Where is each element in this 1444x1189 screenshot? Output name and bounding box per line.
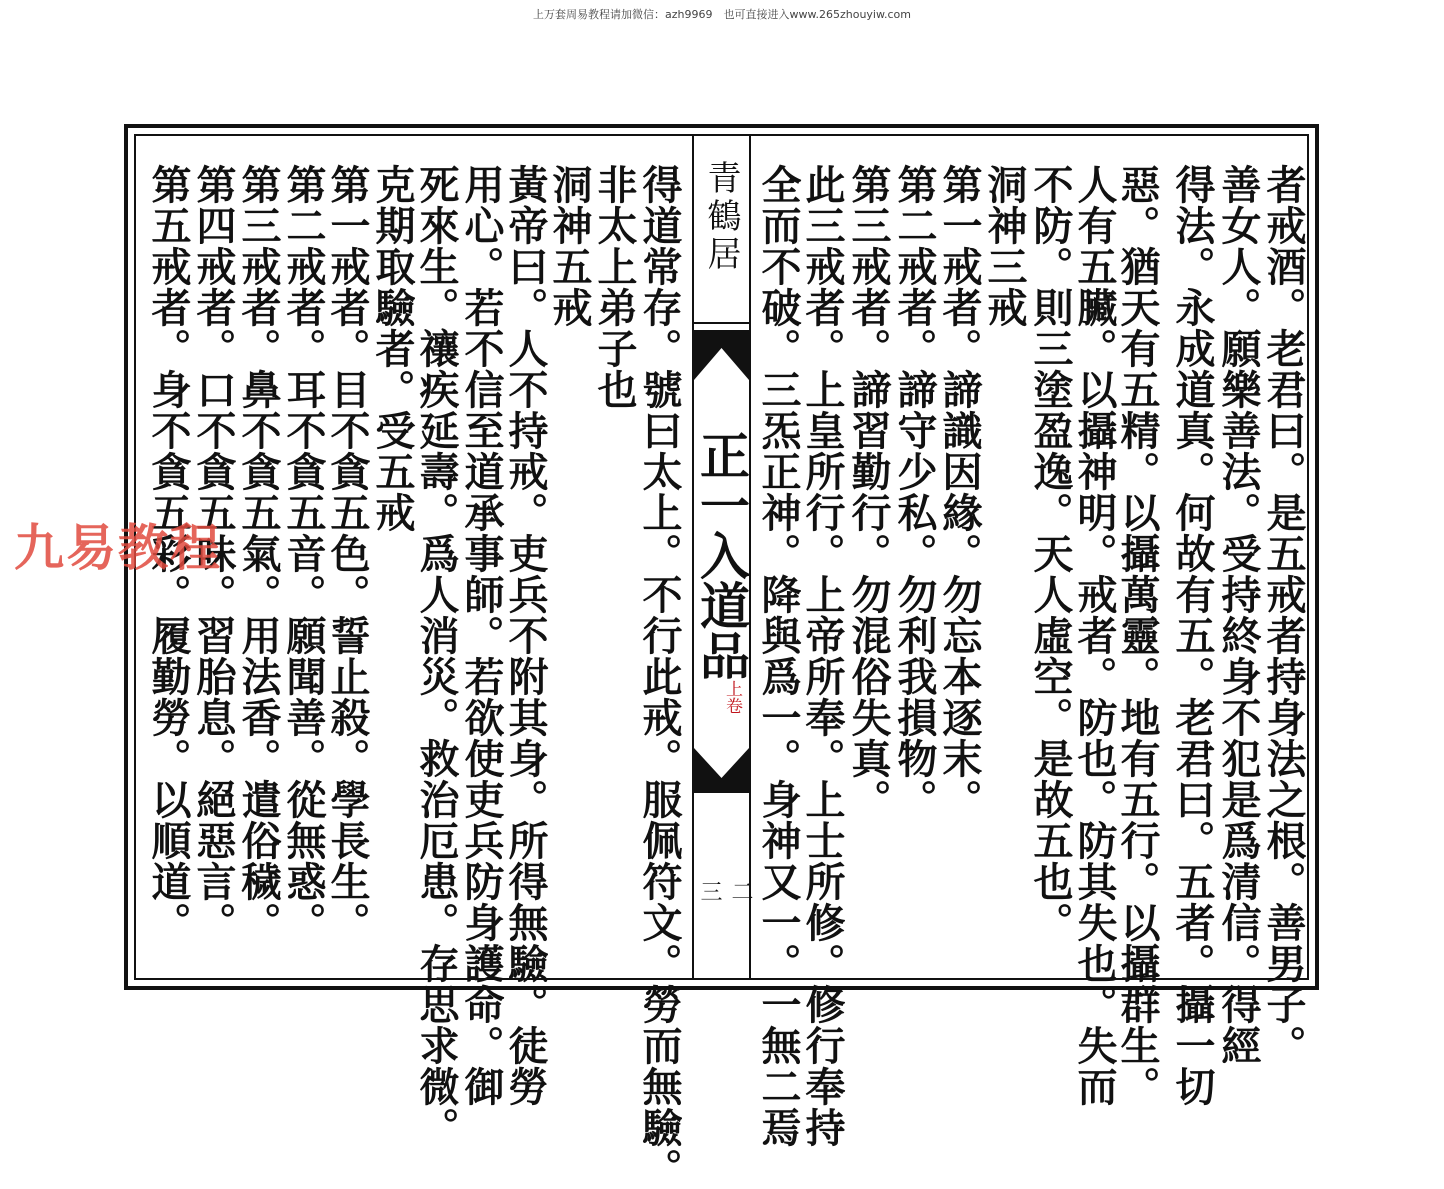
page-number-right: 二 [728,880,753,902]
text-column: 黃帝曰。人不持戒。吏兵不附其身。所得無驗。徒勞 [502,164,549,1107]
spine-page-numbers [694,880,753,902]
text-column: 此三戒者。上皇所行。上帝所奉。上士所修。修行奉持 [799,164,846,1148]
text-column: 第一戒者。諦識因緣。勿忘本逐末。 [936,164,983,820]
text-column: 第一戒者。目不貪五色。誓止殺。學長生。 [324,164,371,943]
text-column: 第二戒者。耳不貪五音。願聞善。從無惑。 [280,164,327,943]
fishtail-top-icon [694,330,749,380]
watermark-logo: 九易教程 [14,519,222,577]
header-notice: 上万套周易教程请加微信：azh9969 也可直接进入www.265zhouyiw.com [533,8,911,21]
text-column: 用心。若不信至道承事師。若欲使吏兵防身護命。御 [458,164,505,1107]
text-column: 克期取驗者。受五戒 [369,164,416,533]
text-column: 人有五臟。以攝神明。戒者。防也。防其失也。失而 [1071,164,1118,1107]
text-column: 死來生。禳疾延壽。爲人消災。救治厄患。存思求微。 [413,164,460,1148]
page-number-left: 三 [697,880,722,902]
text-column: 不防。則三塗盈逸。天人虛空。是故五也。 [1027,164,1074,943]
text-column: 非太上弟子也 [591,164,638,410]
section-heading: 洞神五戒 [546,164,593,328]
text-column: 第三戒者。鼻不貪五氣。用法香。遣俗穢。 [235,164,282,943]
text-column: 者戒酒。老君曰。是五戒者持身法之根。善男子。 [1260,164,1307,1066]
text-column: 得法。永成道真。何故有五。老君曰。五者。攝一切 [1169,164,1216,1107]
text-column: 善女人。願樂善法。受持終身不犯是爲清信。得經 [1215,164,1262,1066]
text-column: 第二戒者。諦守少私。勿利我損物。 [891,164,938,820]
spine-divider-top [692,322,751,324]
spine-book-title: 正一入道品 [692,430,751,680]
text-column: 第三戒者。諦習勤行。勿混俗失真。 [845,164,892,820]
spine-volume: 上卷 [722,680,742,714]
text-column: 第五戒者。身不貪五彩。履勤勞。以順道。 [145,164,192,943]
section-heading: 洞神三戒 [981,164,1028,328]
text-column: 全而不破。三炁正神。降與爲一。身神又一。一無二焉 [755,164,802,1148]
text-column: 得道常存。號曰太上。不行此戒。服佩符文。勞而無驗。 [636,164,683,1189]
spine-publisher: 青鶴居 [701,160,741,274]
text-column: 惡。猶天有五精。以攝萬靈。地有五行。以攝群生。 [1114,164,1161,1107]
fishtail-bottom-icon [694,748,749,793]
text-column: 第四戒者。口不貪五味。習胎息。絕惡言。 [190,164,237,943]
